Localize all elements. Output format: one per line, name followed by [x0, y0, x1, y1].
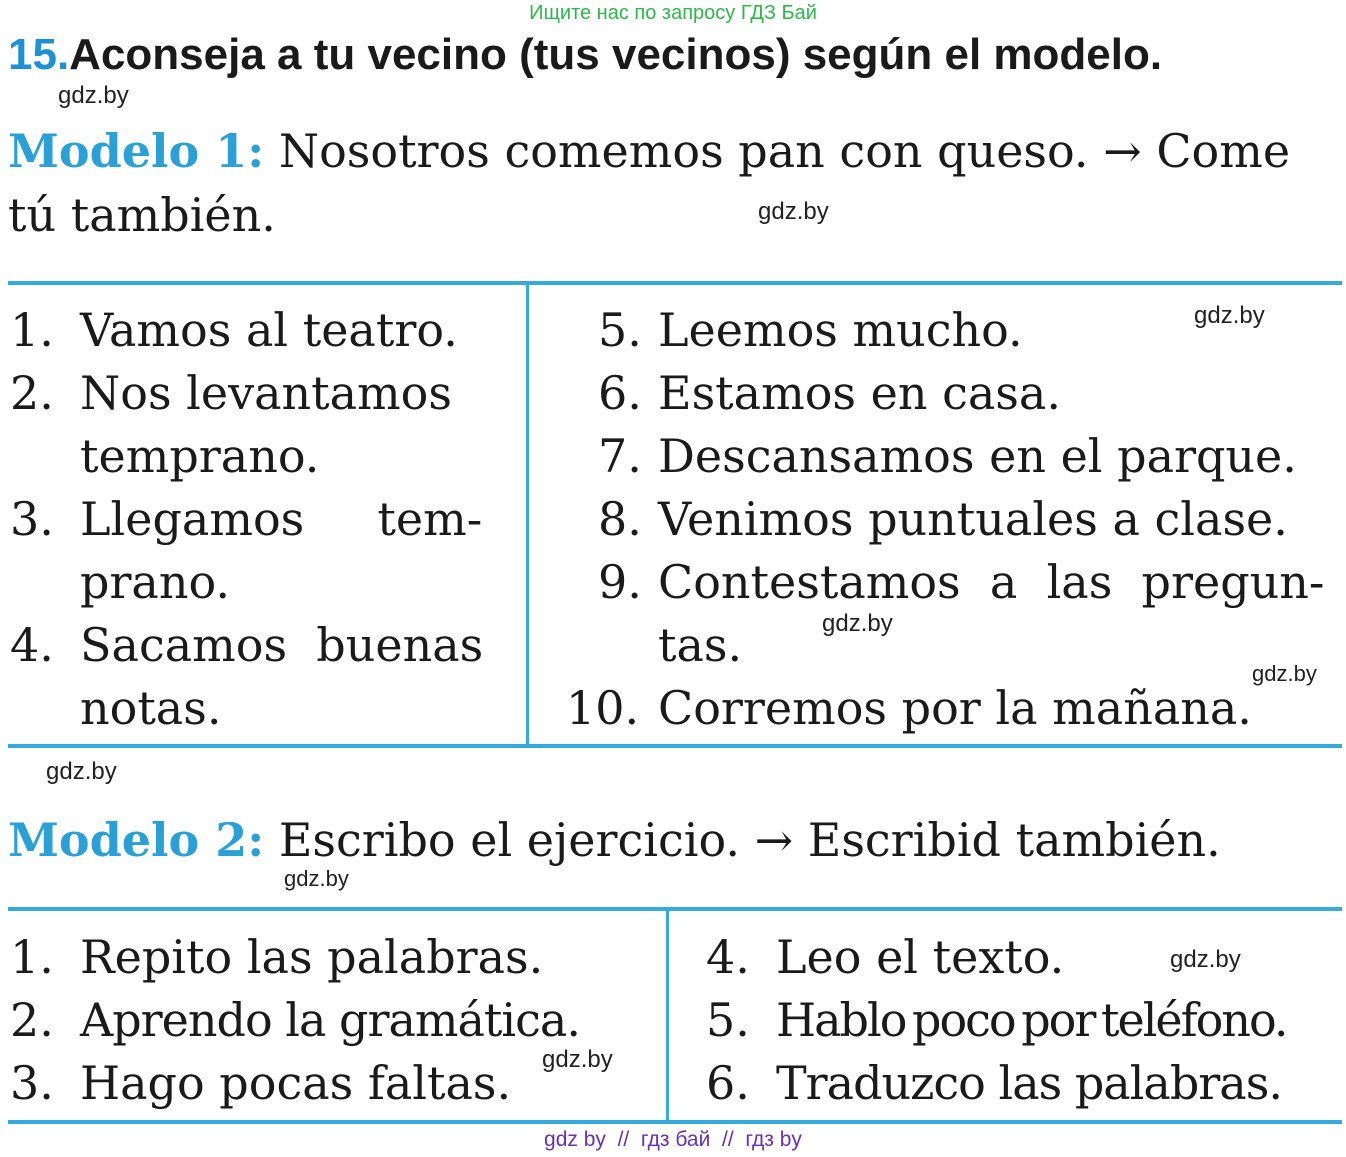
- watermark: gdz.by: [1170, 946, 1241, 973]
- exercise-number: 15.: [8, 30, 70, 79]
- table-2-bottom-border: [8, 1120, 1342, 1124]
- list-2-item-1-number: 1.: [10, 930, 54, 984]
- modelo-2-text: Escribo el ejercicio. → Escribid también.: [278, 813, 1221, 867]
- list-1-item-5: Leemos mucho.: [658, 303, 1023, 357]
- list-1-item-10: Corremos por la mañana.: [658, 681, 1252, 735]
- exercise-title: [8, 30, 1162, 80]
- list-1-item-2-number: 2.: [10, 366, 54, 420]
- list-1-item-2-line-1: Nos levantamos: [80, 366, 452, 420]
- list-1-item-6-number: 6.: [598, 366, 642, 420]
- watermark: gdz.by: [822, 610, 893, 637]
- list-2-item-3-number: 3.: [10, 1056, 54, 1110]
- modelo-2-line-1: [8, 813, 1221, 867]
- watermark: gdz.by: [542, 1046, 613, 1073]
- list-1-item-3-number: 3.: [10, 492, 54, 546]
- list-2-item-1: Repito las palabras.: [80, 930, 544, 984]
- watermark: gdz.by: [758, 198, 829, 225]
- list-1-item-1: Vamos al teatro.: [80, 303, 458, 357]
- modelo-1-line-2: tú también.: [8, 188, 276, 242]
- list-2-item-6-number: 6.: [706, 1056, 750, 1110]
- list-1-item-4-number: 4.: [10, 618, 54, 672]
- list-1-item-9-line-2: tas.: [658, 618, 743, 672]
- search-banner: Ищите нас по запросу ГДЗ Бай: [529, 2, 817, 24]
- watermark: gdz.by: [1252, 661, 1317, 686]
- list-1-item-5-number: 5.: [598, 303, 642, 357]
- watermark: gdz.by: [58, 82, 129, 109]
- list-2-item-2-number: 2.: [10, 993, 54, 1047]
- watermark: gdz.by: [1194, 302, 1265, 329]
- modelo-1-label: Modelo 1:: [8, 124, 265, 178]
- list-2-item-6: Traduzco las palabras.: [776, 1056, 1282, 1110]
- list-1-item-3-line-2: prano.: [80, 555, 230, 609]
- footer-links: gdz by // гдз бай // гдз by: [544, 1128, 802, 1151]
- list-1-item-10-number: 10.: [566, 681, 640, 735]
- list-1-item-2-line-2: temprano.: [80, 429, 320, 483]
- table-2-top-border: [8, 907, 1342, 911]
- list-2-item-2: Aprendo la gramática.: [80, 993, 580, 1047]
- list-1-item-8-number: 8.: [598, 492, 642, 546]
- table-2-divider: [666, 909, 669, 1122]
- list-1-item-9-number: 9.: [598, 555, 642, 609]
- modelo-2-label: Modelo 2:: [8, 813, 265, 867]
- list-1-item-4-line-2: notas.: [80, 681, 222, 735]
- watermark: gdz.by: [46, 758, 117, 785]
- table-1-divider: [526, 283, 529, 746]
- list-1-item-7-number: 7.: [598, 429, 642, 483]
- table-1-top-border: [8, 281, 1342, 285]
- modelo-1-text: Nosotros comemos pan con queso. → Come: [278, 124, 1291, 178]
- modelo-1-line-1: [8, 124, 1290, 178]
- list-1-item-9-line-1: Contestamos a las pregun-: [658, 555, 1325, 609]
- list-2-item-5: Hablo poco por teléfono.: [776, 993, 1287, 1047]
- exercise-instruction: Aconseja a tu vecino (tus vecinos) según el modelo.: [69, 30, 1163, 79]
- table-1-bottom-border: [8, 744, 1342, 748]
- watermark: gdz.by: [284, 866, 349, 891]
- list-1-item-3-line-1: Llegamos tem-: [80, 492, 483, 546]
- list-1-item-6: Estamos en casa.: [658, 366, 1061, 420]
- list-2-item-4-number: 4.: [706, 930, 750, 984]
- list-1-item-8: Venimos puntuales a clase.: [658, 492, 1288, 546]
- list-2-item-3: Hago pocas faltas.: [80, 1056, 512, 1110]
- list-2-item-4: Leo el texto.: [776, 930, 1065, 984]
- list-1-item-4-line-1: Sacamos buenas: [80, 618, 484, 672]
- list-1-item-7: Descansamos en el parque.: [658, 429, 1297, 483]
- list-1-item-1-number: 1.: [10, 303, 54, 357]
- list-2-item-5-number: 5.: [706, 993, 750, 1047]
